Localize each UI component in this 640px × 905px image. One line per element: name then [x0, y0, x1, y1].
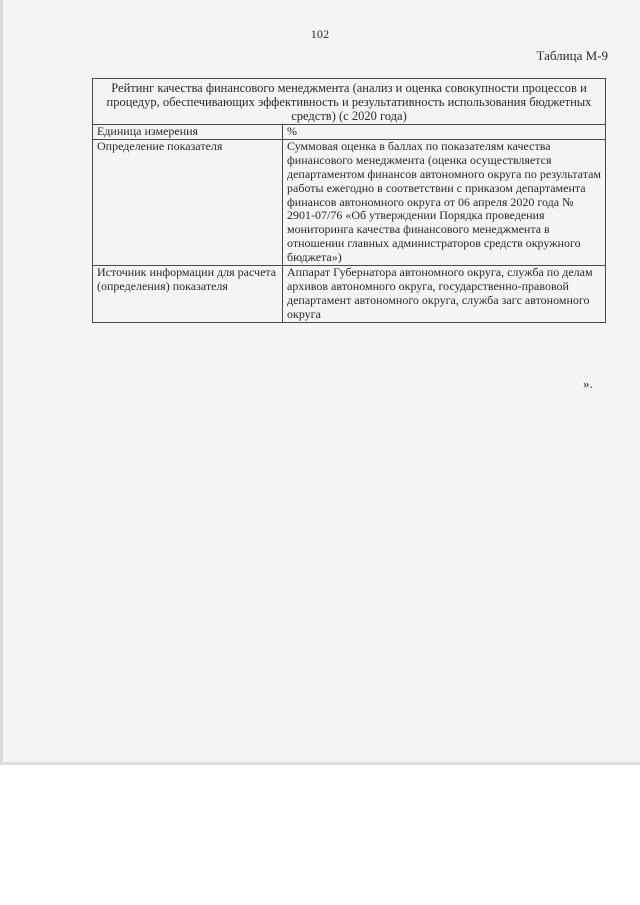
table-row-definition	[93, 139, 606, 265]
row-value-source: Аппарат Губернатора автономного округа, служба по делам архивов автономного округа, государственно-правовой департамент автономного округа, служба загс автономного округа	[283, 266, 606, 323]
row-value-definition: Суммовая оценка в баллах по показателям качества финансового менеджмента (оценка осуществляется департаментом финансов автономного округа по результатам работы ежегодно в соответствии с приказом департамента финансов автономного округа от 06 апреля 2020 года № 2901-07/76 «Об утверждении Порядка проведения мониторинга качества финансового менеджмента в отношении главных администраторов средств окружного бюджета»)	[283, 139, 606, 265]
row-value-unit: %	[283, 125, 606, 140]
closing-quote-mark: ».	[583, 376, 593, 391]
scan-edge-left	[0, 0, 3, 765]
table-row-source	[93, 266, 606, 323]
scan-edge-bottom	[0, 762, 640, 765]
row-label-unit: Единица измерения	[93, 125, 283, 140]
page-number: 102	[310, 27, 330, 41]
table-title-row	[93, 79, 606, 125]
table-label: Таблица М-9	[536, 48, 608, 63]
row-label-source: Источник информации для расчета (определения) показателя	[93, 266, 283, 323]
table-title: Рейтинг качества финансового менеджмента (анализ и оценка совокупности процессов и процедур, обеспечивающих эффективность и результативность использования бюджетных средств) (с 2020 года)	[93, 79, 606, 125]
table-row-unit	[93, 125, 606, 140]
indicator-table	[92, 78, 606, 323]
row-label-definition: Определение показателя	[93, 139, 283, 265]
